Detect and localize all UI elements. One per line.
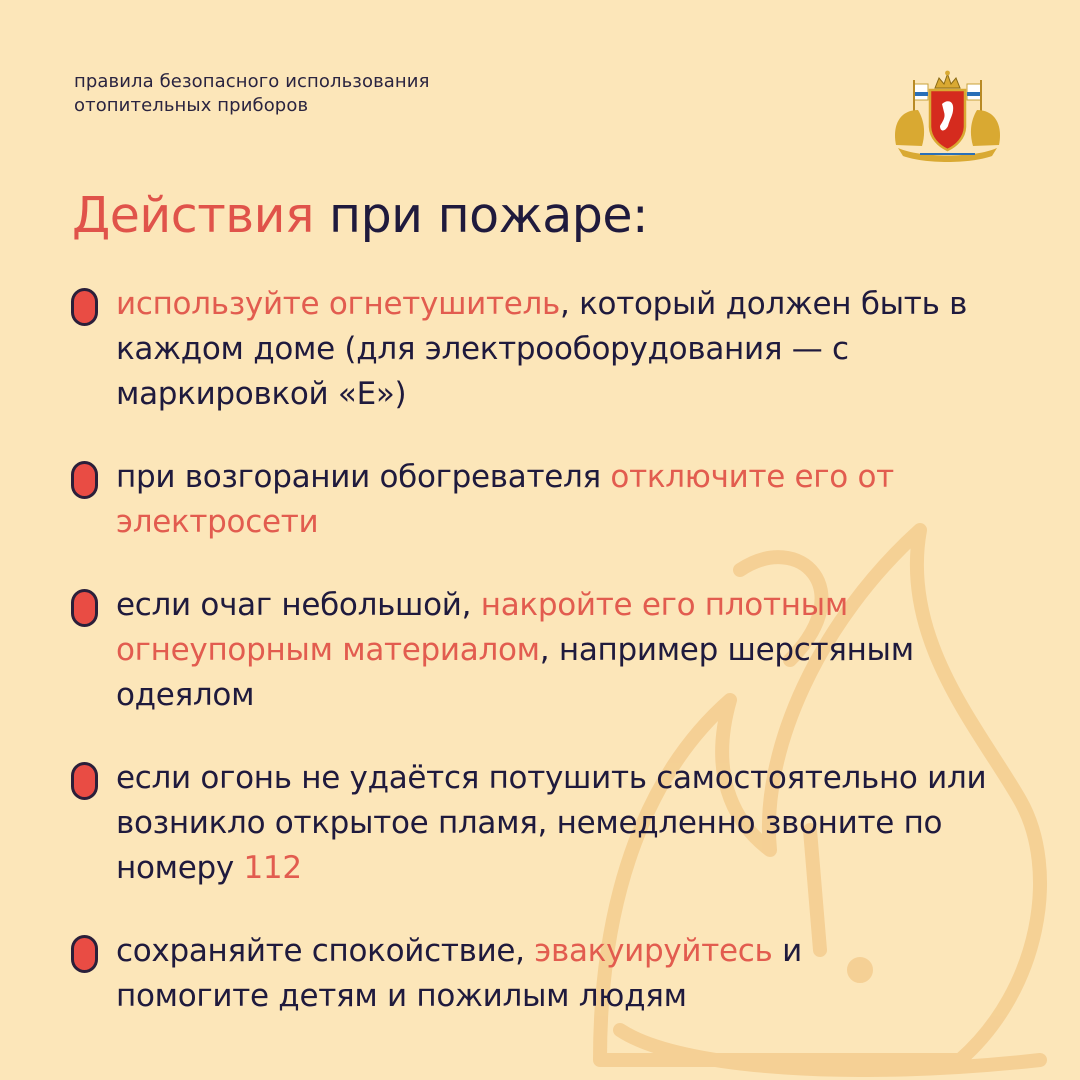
item-text <box>116 756 996 891</box>
title-accent: Действия <box>72 187 314 244</box>
list-item <box>74 282 1034 417</box>
item-text <box>116 583 996 718</box>
title-rest: при пожаре: <box>313 187 649 244</box>
item-text-plain: и помогите детям и пожилым людям <box>116 933 802 1014</box>
item-text-plain: сохраняйте спокойствие, <box>116 933 535 969</box>
item-text-highlight: отключите его от электросети <box>116 459 894 540</box>
header-line-1: правила безопасного использования <box>74 71 430 92</box>
item-text-highlight: эвакуируйтесь <box>534 933 773 969</box>
bullet-pill-icon <box>74 464 95 496</box>
item-text <box>116 455 916 545</box>
actions-list <box>74 282 1034 1019</box>
item-text-plain: , который должен быть в каждом доме (для электрооборудования — с маркировкой «Е») <box>116 286 968 412</box>
list-item <box>74 583 1034 718</box>
item-text-plain: если огонь не удаётся потушить самостоятельно или возникло открытое пламя, немедленно звоните по номеру <box>116 760 987 886</box>
item-text-highlight: 112 <box>243 850 302 886</box>
list-item <box>74 756 1034 891</box>
item-text-plain: при возгорании обогревателя <box>116 459 611 495</box>
item-text <box>116 929 836 1019</box>
item-text-plain: если очаг небольшой, <box>116 587 481 623</box>
subtitle-header <box>74 70 430 118</box>
list-item <box>74 455 1034 545</box>
item-text-plain: , например шерстяным одеялом <box>116 632 914 713</box>
item-text <box>116 282 1034 417</box>
item-text-highlight: используйте огнетушитель <box>116 286 560 322</box>
header-line-2: отопительных приборов <box>74 95 309 116</box>
item-text-highlight: накройте его плотным огнеупорным материалом <box>116 587 848 668</box>
bullet-pill-icon <box>74 592 95 624</box>
page-title <box>72 186 648 246</box>
bullet-pill-icon <box>74 938 95 970</box>
bullet-pill-icon <box>74 765 95 797</box>
list-item <box>74 929 1034 1019</box>
sverdlovsk-coat-of-arms-icon <box>890 70 1005 165</box>
bullet-pill-icon <box>74 291 95 323</box>
